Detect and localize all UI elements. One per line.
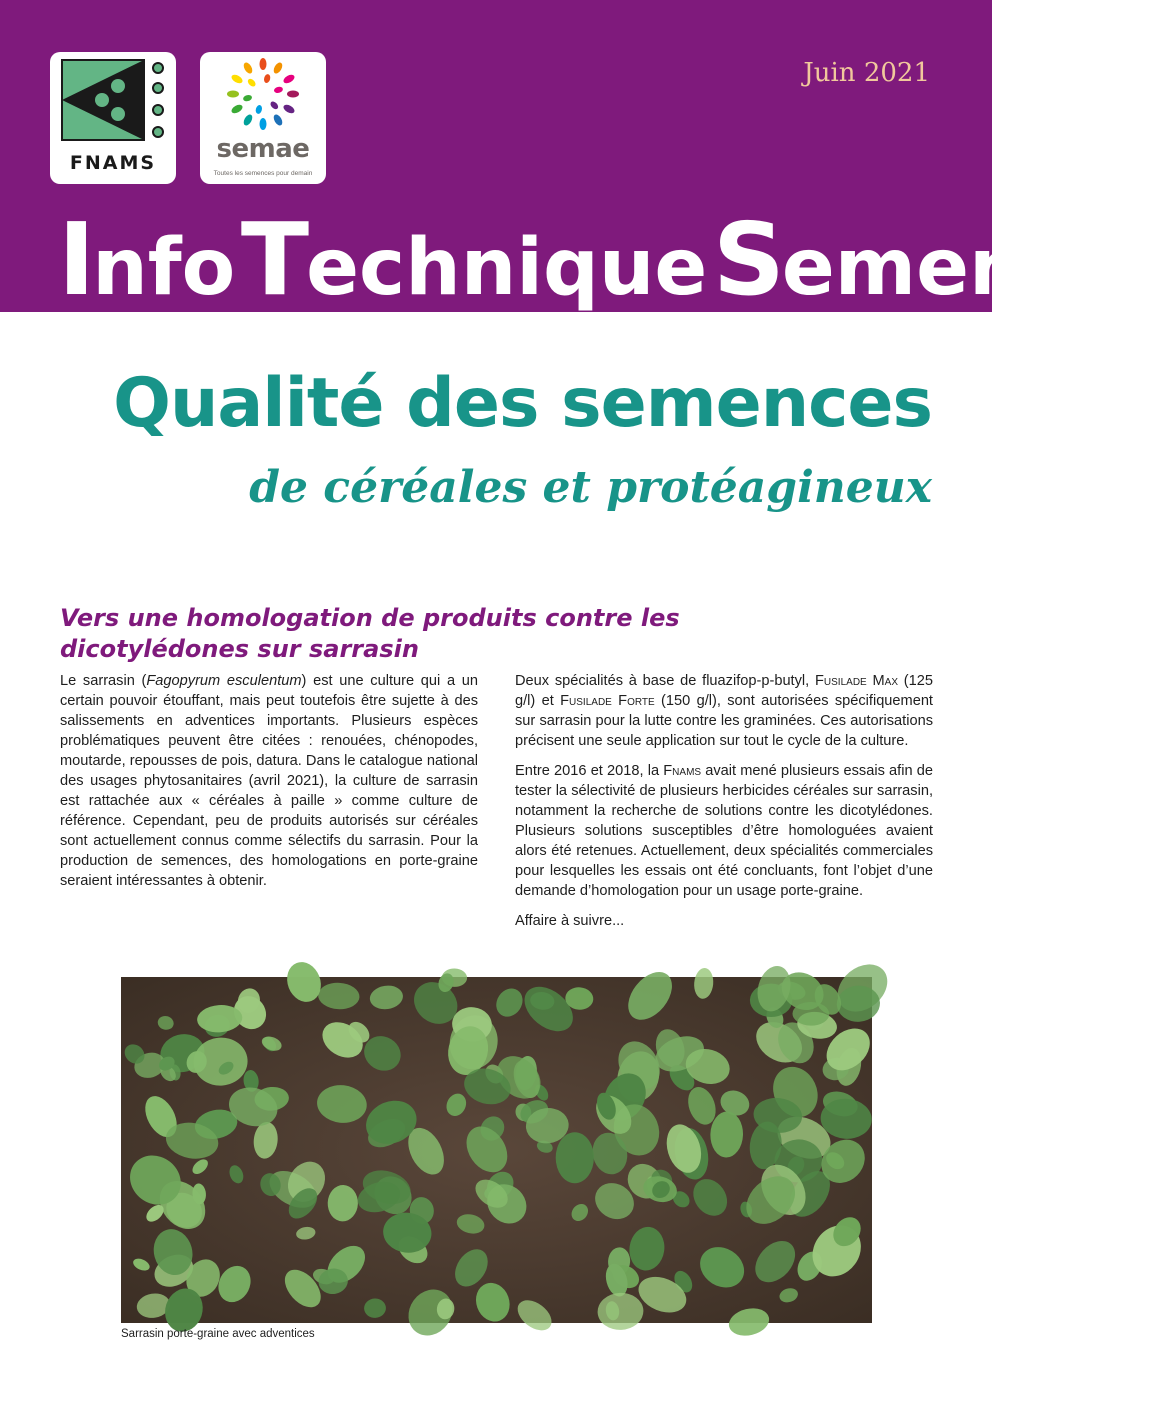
right-paragraph-1: [515, 671, 933, 751]
left-paragraph-1: [60, 671, 478, 891]
right-p1-text-b: (125 g/l) et: [515, 673, 933, 709]
page-subheadline: de céréales et protéagineux: [249, 462, 932, 513]
left-p1-text-a: Le sarrasin (: [60, 673, 147, 689]
publication-title: [58, 201, 1170, 318]
page-headline: Qualité des semences: [113, 364, 932, 443]
fnams-logo: [50, 52, 176, 184]
semae-logo-text: semae: [216, 134, 310, 164]
section-title: Vers une homologation de produits contre les dicotylédones sur sarrasin: [60, 604, 680, 663]
latin-name: Fagopyrum esculentum: [146, 673, 302, 689]
title-word-info-initial: I: [58, 201, 93, 318]
issue-date: Juin 2021: [803, 58, 930, 88]
leaf-shape: [556, 1132, 594, 1183]
semae-flower-icon: [200, 52, 326, 134]
title-word-technique-rest: echnique: [306, 223, 708, 313]
title-word-info-rest: nfo: [92, 223, 236, 313]
semae-tagline: Toutes les semences pour demain: [213, 170, 313, 177]
fnams-logo-text: FNAMS: [69, 152, 157, 174]
right-p2-text-a: Entre 2016 et 2018, la: [515, 763, 664, 779]
title-word-semences-initial: S: [712, 201, 782, 318]
product-name-1: Fusilade Max: [815, 673, 898, 689]
buckwheat-field-photo: [121, 977, 872, 1323]
right-p1-text-c: (150 g/l), sont autorisées spécifiquement sur sarrasin pour la lutte contre les graminées. Ces autorisations précisent une seule application sur tout le cycle de la culture.: [515, 693, 933, 749]
header-banner: [0, 0, 1170, 318]
organisation-name: Fnams: [663, 763, 702, 779]
title-word-technique-initial: T: [240, 201, 307, 318]
left-p1-text-b: ) est une culture qui a un certain pouvoir étouffant, mais peut toutefois être sujette à des salissements en adventices importants. Plusieurs espèces problématiques peuvent être citées : renouées, chénopodes, moutarde, repousses de pois, datura. Dans le catalogue national des usages phytosanitaires (avril 2021), la culture de sarrasin est rattachée aux « céréales à paille » comme culture de référence. Cependant, peu de produits autorisés sur céréales sont actuellement connus comme sélectifs du sarrasin. Pour la production de semences, des homologations en porte-graine seraient intéressantes à obtenir.: [60, 673, 478, 889]
title-word-semences-rest: emences: [781, 223, 1170, 313]
product-name-2: Fusilade Forte: [560, 693, 655, 709]
semae-logo: [200, 52, 326, 184]
article-right-column: [515, 671, 933, 941]
fnams-emblem-icon: [50, 52, 176, 152]
right-p1-text-a: Deux spécialités à base de fluazifop-p-butyl,: [515, 673, 815, 689]
photo-caption: Sarrasin porte-graine avec adventices: [121, 1328, 315, 1340]
right-paragraph-3: Affaire à suivre...: [515, 913, 625, 929]
right-p2-text-b: avait mené plusieurs essais afin de tester la sélectivité de plusieurs herbicides céréales sur sarrasin, notamment la recherche de solutions contre les dicotylédones. Plusieurs solutions susceptibles d’être homologuées avaient alors été retenues. Actuellement, deux spécialités commerciales pour lesquelles les essais ont été concluants, font l’objet d’une demande d’homologation pour un usage porte-graine.: [515, 763, 933, 899]
right-paragraph-2: [515, 761, 933, 901]
article-left-column: [60, 671, 478, 901]
